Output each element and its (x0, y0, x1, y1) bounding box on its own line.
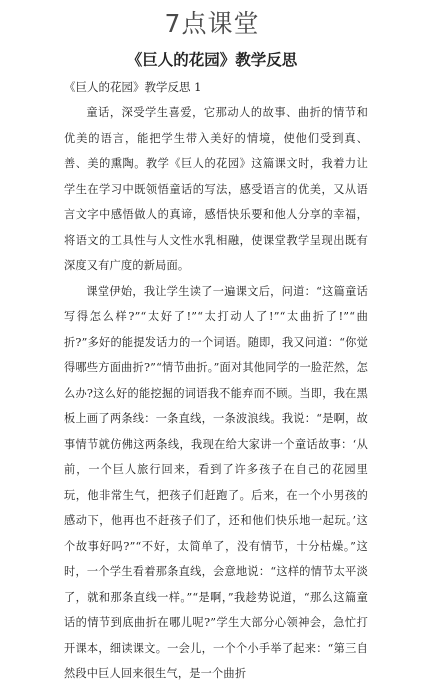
paragraph-classroom: 课堂伊始，我让学生读了一遍课文后，问道：“这篇童话写得怎么样?”“太好了!”“太打动人了!”“太曲折了!”“曲折?”多好的能提发话力的一个词语。随即，我又问道：“你觉得哪些方面曲折?”“情节曲折。”面对其他同学的一脸茫然，怎么办?这么好的能挖掘的词语我不能弃而不顾。当即，我在黑板上画了两条线：一条直线，一条波浪线。我说：“是啊，故事情节就仿佛这两条线，我现在给大家讲一个童话故事：‘从前，一个巨人旅行回来，看到了许多孩子在自己的花园里玩，他非常生气，把孩子们赶跑了。后来，在一个小男孩的感动下，他再也不赶孩子们了，还和他们快乐地一起玩。’这个故事好吗?”“不好，太简单了，没有情节，十分枯燥。”这时，一个学生看着那条直线，会意地说：“这样的情节太平淡了，就和那条直线一样。”“是啊，”我趁势说道，“那么这篇童话的情节到底曲折在哪儿呢?”学生大部分心领神会，急忙打开课本，细读课文。一会儿，一个个小手举了起来：“第三自然段中巨人回来很生气，是一个曲折 (64, 284, 368, 680)
document-title: 《巨人的花园》教学反思 (126, 50, 298, 69)
page-label: 7点课堂 (164, 9, 260, 38)
document-subtitle: 《巨人的花园》教学反思 1 (64, 80, 202, 94)
paragraph-intro: 童话，深受学生喜爱，它那动人的故事、曲折的情节和优美的语言，能把学生带入美好的情境，使他们受到真、善、美的熏陶。教学《巨人的花园》这篇课文时，我着力让学生在学习中既领悟童话的写法，感受语言的优美，又从语言文字中感悟做人的真谛，感悟快乐要和他人分享的幸福，将语文的工具性与人文性水乳相融，使课堂教学呈现出既有深度又有广度的新局面。 (64, 106, 368, 272)
document-body (64, 100, 368, 687)
